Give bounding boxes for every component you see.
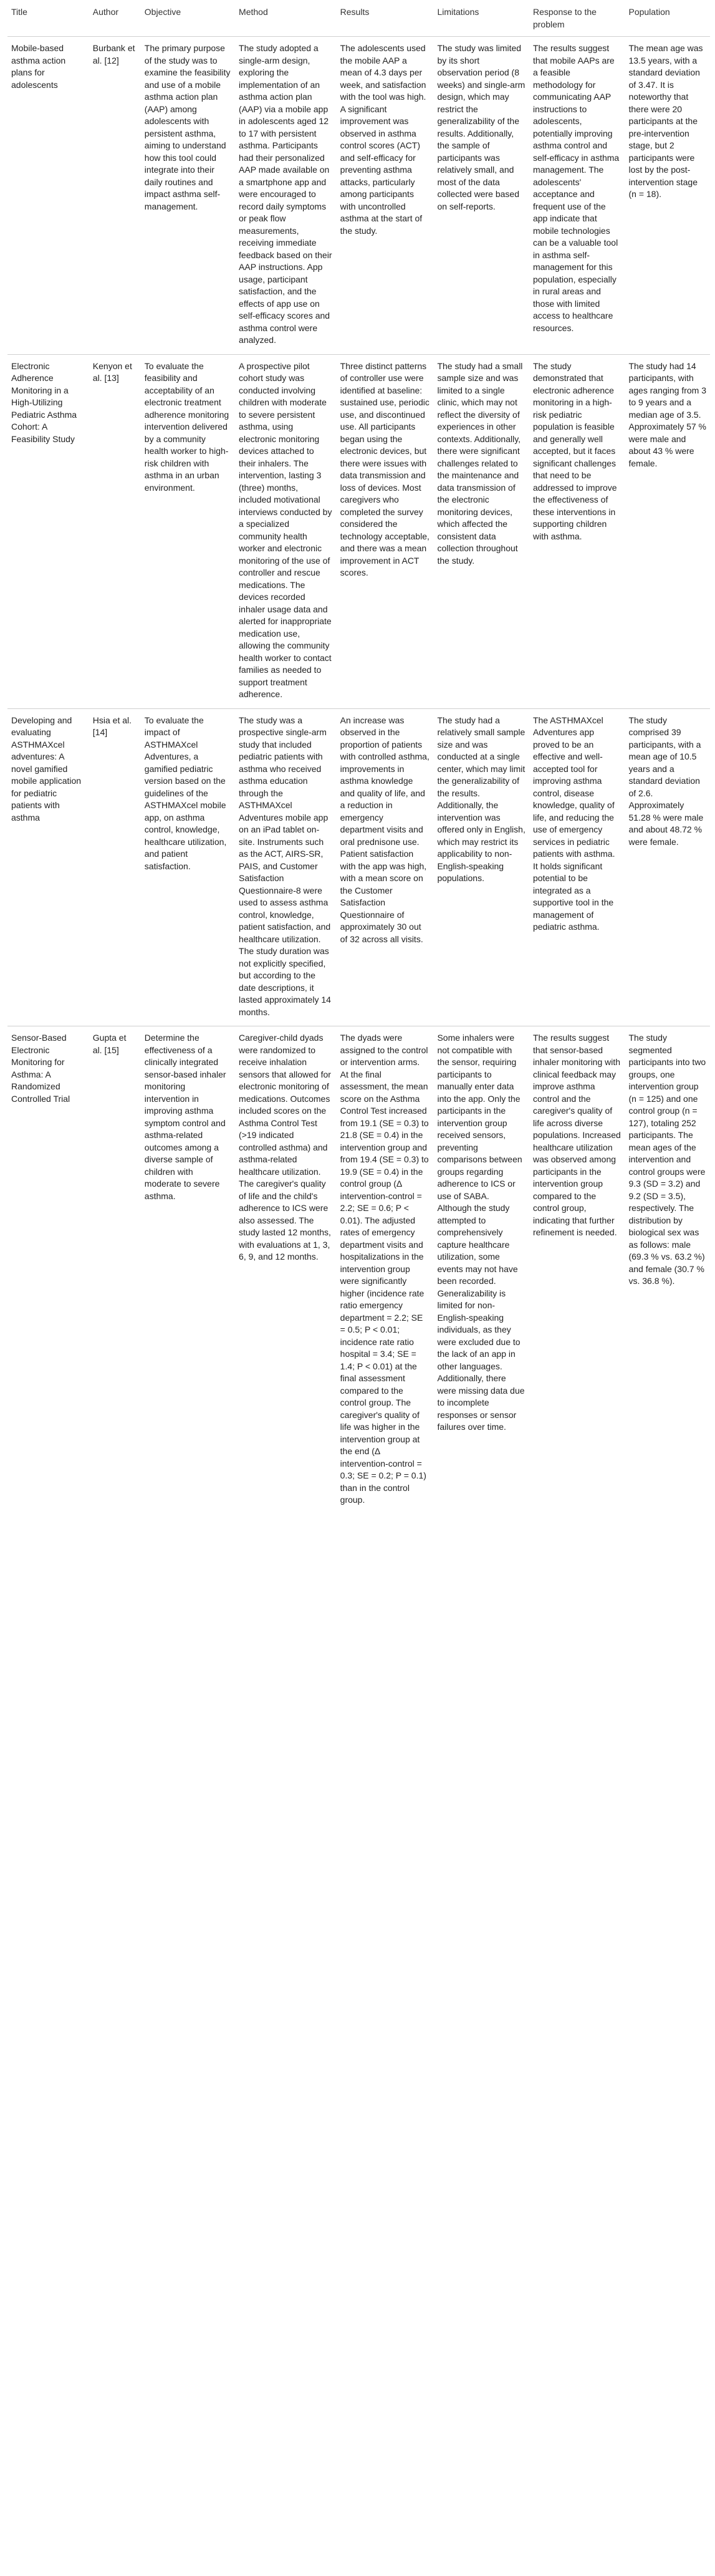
cell-title: Sensor-Based Electronic Monitoring for Asthma: A Randomized Controlled Trial <box>11 1033 70 1104</box>
cell-method: Caregiver-child dyads were randomized to receive inhalation sensors that allowed for electronic monitoring of medications. Outcomes included scores on the Asthma Control Test (>19 indicated controlled asthma) and asthma-related healthcare utilization. The caregiver's quality of life and the child's adherence to ICS were also assessed. The study lasted 12 months, with evaluations at 1, 3, 6, 9, and 12 months. <box>239 1033 331 1261</box>
cell-results: Three distinct patterns of controller use were identified at baseline: sustained use, periodic use, and discontinued use. All participants began using the electronic devices, but there were issues with data transmission and loss of devices. Most caregivers who completed the survey considered the technology acceptable, and there was a mean improvement in ACT scores. <box>337 354 434 708</box>
header-method: Method <box>235 1 337 37</box>
cell-author: Burbank et al. [12] <box>89 37 141 355</box>
cell-results: The dyads were assigned to the control or intervention arms. At the final assessment, the mean score on the Asthma Control Test increased from 19.1 (SE = 0.3) to 21.8 (SE = 0.4) in the intervention group and from 19.4 (SE = 0.3) to 19.9 (SE = 0.4) in the control group (Δ intervention-control = 2.2; SE = 0.6; P < 0.01). The adjusted rates of emergency department visits and hospitalizations in the intervention group were significantly higher (incidence rate ratio emergency department = 2.2; SE = 0.5; P < 0.01; incidence rate ratio hospital = 3.4; SE = 1.4; P < 0.01) at the final assessment compared to the control group. The caregiver's quality of life was higher in the intervention group at the end (Δ intervention-control = 0.3; SE = 0.2; P = 0.1) than in the control group. <box>340 1033 429 1505</box>
cell-objective: Determine the effectiveness of a clinically integrated sensor-based inhaler monitoring intervention in improving asthma symptom control and asthma-related outcomes among a diverse sample of children with moderate to severe asthma. <box>144 1033 226 1201</box>
header-results: Results <box>337 1 434 37</box>
cell-method: A prospective pilot cohort study was conducted involving children with moderate to severe persistent asthma, using electronic monitoring devices attached to their inhalers. The intervention, lasting 3 (three) months, included motivational interviews conducted by a specialized community health worker and electronic monitoring of the use of controller and rescue medications. The devices recorded inhaler usage data and alerted for inappropriate medication use, allowing the community health worker to contact families as needed to support treatment adherence. <box>235 354 337 708</box>
cell-author: Hsia et al. [14] <box>89 708 141 1026</box>
header-population: Population <box>625 1 710 37</box>
cell-response: The ASTHMAXcel Adventures app proved to be an effective and well-accepted tool for improving asthma control, disease knowledge, quality of life, and reducing the use of emergency services in pediatric patients with asthma. It holds significant potential to be integrated as a supportive tool in the management of pediatric asthma. <box>529 708 625 1026</box>
studies-table <box>7 1 710 1514</box>
cell-limitations: Some inhalers were not compatible with the sensor, requiring participants to manually enter data into the app. Only the participants in the intervention group received sensors, preventing comparisons between groups regarding adherence to ICS or use of SABA. Although the study attempted to comprehensively capture healthcare utilization, some events may not have been recorded. Generalizability is limited for non-English-speaking individuals, as they were excluded due to the lack of an app in other languages. Additionally, there were missing data due to incomplete responses or sensor failures over time. <box>437 1033 525 1432</box>
cell-limitations: The study had a relatively small sample size and was conducted at a single center, which may limit the generalizability of the results. Additionally, the intervention was offered only in English, which may restrict its applicability to non-English-speaking populations. <box>433 708 529 1026</box>
cell-method: The study adopted a single-arm design, exploring the implementation of an asthma action plan (AAP) via a mobile app in adolescents aged 12 to 17 with persistent asthma. Participants had their personalized AAP made available on a smartphone app and were encouraged to record daily symptoms or peak flow measurements, receiving immediate feedback based on their AAP instructions. App usage, participant satisfaction, and the effects of app use on self-efficacy scores and asthma control were analyzed. <box>235 37 337 355</box>
table-row <box>7 354 710 708</box>
cell-objective: To evaluate the impact of ASTHMAXcel Adventures, a gamified pediatric version based on the guidelines of the ASTHMAXcel mobile app, on asthma control, knowledge, healthcare utilization, and patient satisfaction. <box>141 708 235 1026</box>
header-author: Author <box>89 1 141 37</box>
cell-objective: To evaluate the feasibility and acceptability of an electronic treatment adherence monitoring intervention delivered by a community health worker to high-risk children with asthma in an urban environment. <box>141 354 235 708</box>
cell-limitations: The study was limited by its short observation period (8 weeks) and single-arm design, which may restrict the generalizability of the results. Additionally, the sample of participants was relatively small, and most of the data collected were based on self-reports. <box>433 37 529 355</box>
cell-results: An increase was observed in the proportion of patients with controlled asthma, improvements in asthma knowledge and quality of life, and a reduction in emergency department visits and oral prednisone use. Patient satisfaction with the app was high, with a mean score on the Customer Satisfaction Questionnaire of approximately 30 out of 32 across all visits. <box>337 708 434 1026</box>
cell-response: The study demonstrated that electronic adherence monitoring in a high-risk pediatric population is feasible and generally well accepted, but it faces significant challenges that need to be addressed to improve the effectiveness of these interventions in supporting children with asthma. <box>529 354 625 708</box>
cell-objective: The primary purpose of the study was to examine the feasibility and use of a mobile asthma action plan (AAP) among adolescents with persistent asthma, aiming to understand how this tool could integrate into their daily routines and impact asthma self-management. <box>141 37 235 355</box>
cell-response: The results suggest that mobile AAPs are a feasible methodology for communicating AAP instructions to adolescents, potentially improving asthma control and self-efficacy in asthma management. The adolescents' acceptance and frequent use of the app indicate that mobile technologies can be a valuable tool in asthma self-management for this population, especially in rural areas and those with limited access to healthcare resources. <box>529 37 625 355</box>
cell-title: Mobile-based asthma action plans for adolescents <box>7 37 89 355</box>
cell-title: Developing and evaluating ASTHMAXcel adventures: A novel gamified mobile application for pediatric patients with asthma <box>7 708 89 1026</box>
header-response: Response to the problem <box>529 1 625 37</box>
header-objective: Objective <box>141 1 235 37</box>
cell-response: The results suggest that sensor-based inhaler monitoring with clinical feedback may improve asthma control and the caregiver's quality of life across diverse populations. Increased healthcare utilization was observed among participants in the intervention group compared to the control group, indicating that further refinement is needed. <box>532 1033 621 1237</box>
table-row <box>7 37 710 355</box>
cell-population: The study had 14 participants, with ages ranging from 3 to 9 years and a median age of 3.5. Approximately 57 % were male and about 43 % were female. <box>625 354 710 708</box>
cell-method: The study was a prospective single-arm study that included pediatric patients with asthma who received asthma education through the ASTHMAXcel Adventures mobile app on an iPad tablet on-site. Instruments such as the ACT, AIRS-SR, PAIS, and Customer Satisfaction Questionnaire-8 were used to assess asthma control, knowledge, patient satisfaction, and healthcare utilization. The study duration was not explicitly specified, but according to the date descriptions, it lasted approximately 14 months. <box>235 708 337 1026</box>
cell-title: Electronic Adherence Monitoring in a High-Utilizing Pediatric Asthma Cohort: A Feasibility Study <box>7 354 89 708</box>
header-title: Title <box>7 1 89 37</box>
cell-author: Gupta et al. [15] <box>92 1033 127 1055</box>
cell-population: The study comprised 39 participants, with a mean age of 10.5 years and a standard deviation of 2.6. Approximately 51.28 % were male and about 48.72 % were female. <box>625 708 710 1026</box>
cell-population: The study segmented participants into two groups, one intervention group (n = 125) and one control group (n = 127), totaling 252 participants. The mean ages of the intervention and control groups were 9.3 (SD = 3.2) and 9.2 (SD = 3.5), respectively. The distribution by biological sex was as follows: male (69.3 % vs. 63.2 %) and female (30.7 % vs. 36.8 %). <box>628 1033 706 1286</box>
header-limitations: Limitations <box>433 1 529 37</box>
cell-results: The adolescents used the mobile AAP a mean of 4.3 days per week, and satisfaction with the tool was high. A significant improvement was observed in asthma control scores (ACT) and self-efficacy for preventing asthma attacks, particularly among participants with uncontrolled asthma at the start of the study. <box>337 37 434 355</box>
cell-population: The mean age was 13.5 years, with a standard deviation of 3.47. It is noteworthy that there were 20 participants at the pre-intervention stage, but 2 participants were lost by the post-intervention stage (n = 18). <box>625 37 710 355</box>
table-row <box>7 708 710 1026</box>
cell-limitations: The study had a small sample size and was limited to a single clinic, which may not reflect the diversity of experiences in other contexts. Additionally, there were significant challenges related to the maintenance and data transmission of the electronic monitoring devices, which affected the consistent data collection throughout the study. <box>433 354 529 708</box>
table-row <box>7 1026 710 1514</box>
table-header-row <box>7 1 710 37</box>
cell-author: Kenyon et al. [13] <box>89 354 141 708</box>
